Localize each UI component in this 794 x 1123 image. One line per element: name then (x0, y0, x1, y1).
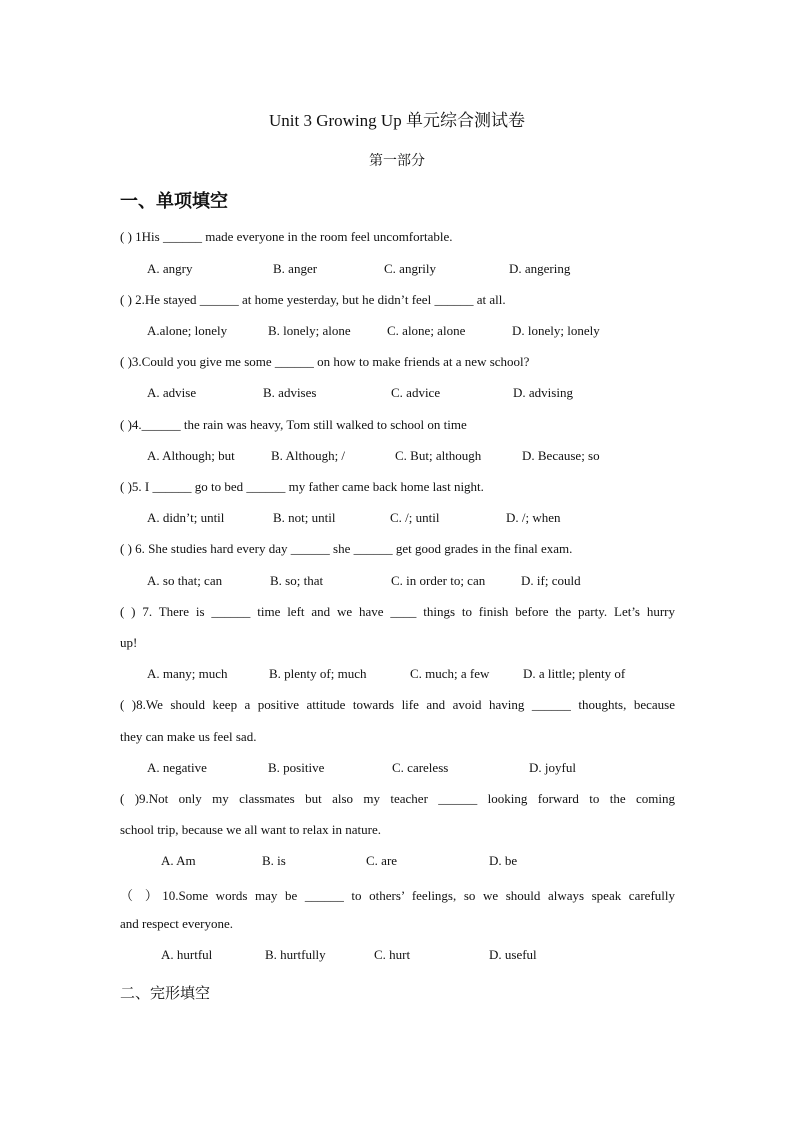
question-stem: ( ) 6. She studies hard every day ______ she ______ get good grades in the final exam. (120, 541, 573, 556)
option-d: D. if; could (521, 573, 581, 588)
option-c: C. much; a few (410, 666, 490, 681)
part-heading: 第一部分 (369, 153, 425, 169)
page-title: Unit 3 Growing Up 单元综合测试卷 (269, 111, 525, 130)
option-b: B. Although; / (271, 448, 346, 463)
option-c: C. in order to; can (391, 573, 486, 588)
option-d: D. advising (513, 385, 573, 400)
option-a: A. angry (147, 261, 193, 276)
question-stem: ( ) 1His ______ made everyone in the room feel uncomfortable. (120, 229, 453, 244)
option-c: C. hurt (374, 947, 411, 962)
option-c: C. careless (392, 760, 449, 775)
option-a: A.alone; lonely (147, 323, 228, 338)
option-a: A. so that; can (147, 573, 223, 588)
question-stem-continued: school trip, because we all want to relax in nature. (120, 822, 381, 837)
section-heading-cloze: 二、完形填空 (120, 984, 211, 1002)
option-d: D. a little; plenty of (523, 666, 626, 681)
option-b: B. so; that (270, 573, 324, 588)
question-stem-continued: and respect everyone. (120, 916, 233, 931)
option-c: C. alone; alone (387, 323, 466, 338)
option-c: C. advice (391, 385, 441, 400)
option-b: B. is (262, 853, 286, 868)
option-d: D. lonely; lonely (512, 323, 600, 338)
question-stem: ( )8.We should keep a positive attitude towards life and avoid having ______ thoughts, because (120, 697, 675, 712)
option-d: D. useful (489, 947, 537, 962)
option-a: A. many; much (147, 666, 228, 681)
question-stem: ( )5. I ______ go to bed ______ my father came back home last night. (120, 479, 484, 494)
option-b: B. anger (273, 261, 318, 276)
option-b: B. advises (263, 385, 317, 400)
option-b: B. hurtfully (265, 947, 326, 962)
question-stem-continued: they can make us feel sad. (120, 729, 257, 744)
question-stem: ( ) 7. There is ______ time left and we have ____ things to finish before the party. Let’s hurry (120, 604, 675, 619)
option-a: A. hurtful (161, 947, 213, 962)
option-b: B. positive (268, 760, 325, 775)
option-c: C. are (366, 853, 398, 868)
question-stem: ( ) 2.He stayed ______ at home yesterday, but he didn’t feel ______ at all. (120, 292, 506, 307)
option-d: D. /; when (506, 510, 561, 525)
section-heading-single-choice: 一、单项填空 (120, 191, 228, 212)
option-d: D. Because; so (522, 448, 600, 463)
option-d: D. angering (509, 261, 571, 276)
option-b: B. plenty of; much (269, 666, 367, 681)
option-c: C. /; until (390, 510, 440, 525)
option-a: A. negative (147, 760, 207, 775)
question-stem: （ ）10.Some words may be ______ to others’ feelings, so we should always speak carefully (120, 888, 675, 903)
option-c: C. angrily (384, 261, 436, 276)
option-d: D. joyful (529, 760, 576, 775)
option-a: A. didn’t; until (147, 510, 225, 525)
option-c: C. But; although (395, 448, 482, 463)
question-stem: ( )4.______ the rain was heavy, Tom still walked to school on time (120, 417, 467, 432)
option-b: B. lonely; alone (268, 323, 351, 338)
option-a: A. Am (161, 853, 196, 868)
question-stem-continued: up! (120, 635, 138, 650)
option-b: B. not; until (273, 510, 336, 525)
option-a: A. advise (147, 385, 197, 400)
option-a: A. Although; but (147, 448, 235, 463)
question-stem: ( )9.Not only my classmates but also my teacher ______ looking forward to the coming (120, 791, 675, 806)
option-d: D. be (489, 853, 518, 868)
question-stem: ( )3.Could you give me some ______ on how to make friends at a new school? (120, 354, 530, 369)
